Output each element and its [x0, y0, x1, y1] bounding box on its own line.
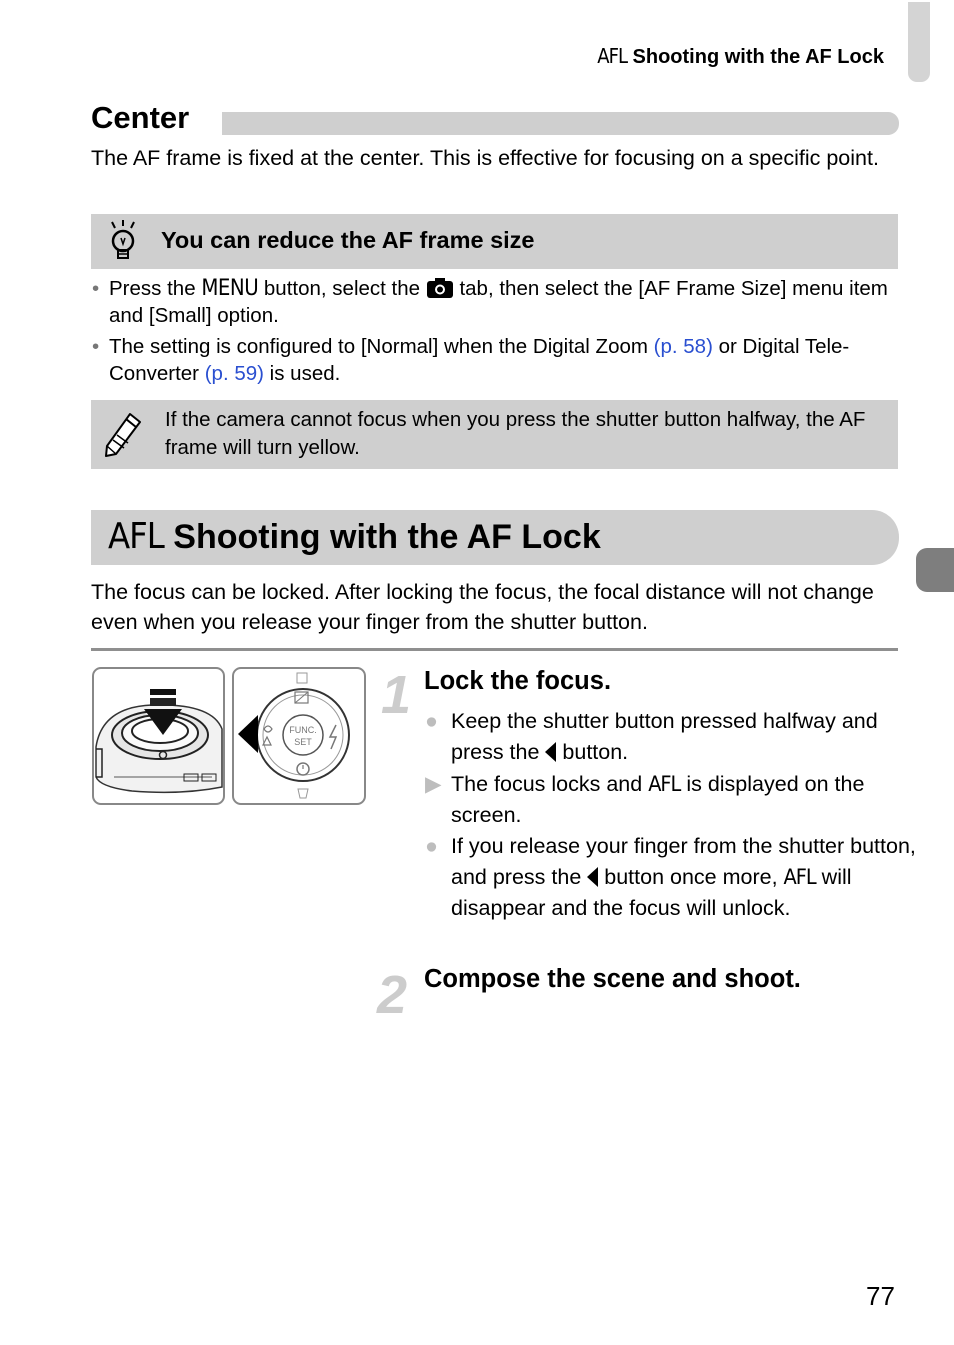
running-header — [597, 44, 884, 69]
bullet-circle: ● — [425, 709, 438, 733]
set-label: SET — [294, 737, 312, 747]
page-ref-link-58[interactable]: (p. 58) — [653, 335, 713, 358]
func-label: FUNC. — [289, 725, 317, 735]
step-1-item-3: ● If you release your finger from the shutter button, and press the button once more, AFL will disappear and the focus will unlock. — [425, 831, 931, 924]
control-dial-illustration — [232, 667, 366, 805]
page-ref-link-59[interactable]: (p. 59) — [204, 362, 264, 385]
afl-icon: AFL — [597, 44, 627, 68]
tip-title: You can reduce the AF frame size — [161, 227, 535, 253]
center-body-text: The AF frame is fixed at the center. This is effective for focusing on a specific point. — [91, 146, 879, 170]
section-title-text: Shooting with the AF Lock — [173, 518, 601, 556]
afl-icon: AFL — [108, 516, 164, 557]
menu-button-label: MENU — [201, 276, 259, 301]
tip-bullet-2: • The setting is configured to [Normal] when the Digital Zoom (p. 58) or Digital Tele-Converter (p. 59) is used. — [92, 335, 850, 385]
page-number: 77 — [866, 1281, 895, 1311]
left-arrow-icon — [587, 867, 598, 887]
step-1-item-2: ▶ The focus locks and AFL is displayed on the screen. — [425, 769, 931, 831]
section-body-text: The focus can be locked. After locking the focus, the focal distance will not change even when you release your finger from the shutter button. — [91, 580, 874, 634]
note-text: If the camera cannot focus when you press the shutter button halfway, the AF frame will turn yellow. — [165, 408, 866, 459]
section-divider — [91, 648, 898, 651]
bullet-dot: • — [92, 277, 100, 300]
lightbulb-icon — [108, 220, 138, 266]
step-number-2: 2 — [377, 965, 408, 1025]
result-triangle: ▶ — [425, 772, 442, 796]
tip-bullet-1: • Press the MENU button, select the tab, then select the [AF Frame Size] menu item and [Small] option. — [92, 276, 888, 327]
header-tab-marker — [908, 2, 930, 82]
bullet-dot: • — [92, 335, 100, 358]
center-heading: Center — [91, 100, 190, 135]
afl-icon: AFL — [783, 865, 816, 890]
chapter-side-tab — [916, 548, 954, 592]
section-title — [108, 516, 601, 557]
running-header-text: Shooting with the AF Lock — [632, 46, 884, 68]
step-1-item-1: ● Keep the shutter button pressed halfway and press the button. — [425, 706, 931, 768]
pencil-icon — [104, 412, 142, 458]
step-1-title: Lock the focus. — [424, 667, 612, 695]
center-heading-bar — [222, 112, 899, 135]
step-2-title: Compose the scene and shoot. — [424, 965, 801, 993]
shutter-press-illustration — [92, 667, 225, 805]
step-number-1: 1 — [381, 665, 412, 725]
bullet-circle: ● — [425, 834, 438, 858]
afl-icon: AFL — [648, 772, 681, 797]
camera-tab-icon — [426, 278, 454, 298]
left-arrow-icon — [545, 742, 556, 762]
